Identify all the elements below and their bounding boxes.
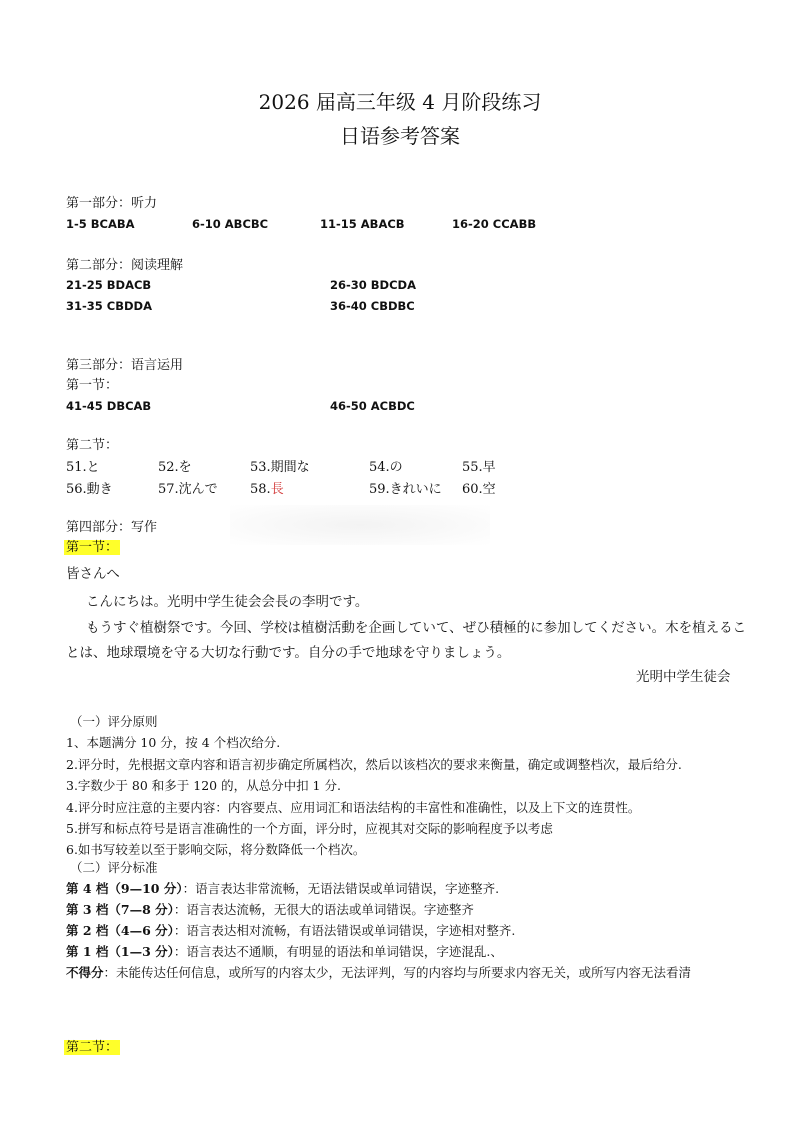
part3-section1-heading: 第一节： xyxy=(66,378,119,393)
part4-section2-label xyxy=(64,1041,120,1054)
highlighted-label: 第一节： xyxy=(66,540,119,555)
part3-answer: 46-50 ACBDC xyxy=(330,399,415,413)
standard-level-label: 第 2 档（4—6 分） xyxy=(66,923,174,938)
letter-paragraph: もうすぐ植樹祭です。今回、学校は植樹活動を企画していて、ぜひ積極的に参加してください。木を植えるこ xyxy=(86,620,747,636)
fill-answer: 55.早 xyxy=(462,460,496,475)
part2-answer: 21-25 BDACB xyxy=(66,278,152,292)
principle-item: 3.字数少于 80 和多于 120 的，从总分中扣 1 分. xyxy=(66,778,341,793)
fill-answer: 59.きれいに xyxy=(369,482,442,497)
fill-answer: 56.動き xyxy=(66,482,113,497)
part3-section2-heading: 第二节： xyxy=(66,438,119,453)
part4-section1-label xyxy=(64,541,120,554)
standard-level-text: ：未能传达任何信息，或所写的内容太少，无法评判，写的内容均与所要求内容无关，或所写内容无法看清 xyxy=(103,965,692,980)
part1-answer: 16-20 CCABB xyxy=(452,217,537,231)
standard-level-label: 不得分 xyxy=(66,965,104,980)
standard-level-label: 第 4 档（9—10 分） xyxy=(66,881,183,896)
part1-heading: 第一部分：听力 xyxy=(66,196,158,211)
standard-level xyxy=(66,883,499,896)
fill-answer: 57.沈んで xyxy=(158,482,218,497)
fill-answer-red: 長 xyxy=(270,482,284,497)
exam-title: 2026 届高三年级 4 月阶段练习 xyxy=(258,90,542,114)
standard-level-text: ：语言表达流畅，无很大的语法或单词错误。字迹整齐 xyxy=(173,902,474,917)
principle-item: 6.如书写较差以至于影响交际，将分数降低一个档次。 xyxy=(66,842,366,857)
fill-answer: 54.の xyxy=(369,460,403,475)
part1-answer: 11-15 ABACB xyxy=(320,217,405,231)
fill-answer: 52.を xyxy=(158,460,192,475)
exam-subtitle: 日语参考答案 xyxy=(340,124,460,148)
letter-paragraph: こんにちは。光明中学生徒会会長の李明です。 xyxy=(86,594,369,610)
part2-heading: 第二部分：阅读理解 xyxy=(66,258,184,273)
fill-answer: 53.期間な xyxy=(250,460,310,475)
standard-level xyxy=(66,967,691,980)
principle-item: 4.评分时应注意的主要内容：内容要点、应用词汇和语法结构的丰富性和准确性，以及上下文的连贯性。 xyxy=(66,800,641,815)
standard-level xyxy=(66,904,474,917)
letter-paragraph: とは、地球環境を守る大切な行動です。自分の手で地球を守りましょう。 xyxy=(66,645,511,661)
standard-level xyxy=(66,925,515,938)
part1-answer: 1-5 BCABA xyxy=(66,217,135,231)
part2-answer: 31-35 CBDDA xyxy=(66,299,152,313)
standards-heading: （二）评分标准 xyxy=(70,860,158,875)
part3-answer: 41-45 DBCAB xyxy=(66,399,152,413)
part2-answer: 26-30 BDCDA xyxy=(330,278,416,292)
standard-level-text: ：语言表达不通顺，有明显的语法和单词错误，字迹混乱.、 xyxy=(173,944,503,959)
principle-item: 2.评分时，先根据文章内容和语言初步确定所属档次，然后以该档次的要求来衡量，确定或调整档次，最后给分. xyxy=(66,757,682,772)
highlighted-label: 第二节： xyxy=(66,1040,119,1055)
fill-answer: 51.と xyxy=(66,460,100,475)
scan-smudge xyxy=(230,505,490,545)
fill-answer: 60.空 xyxy=(462,482,496,497)
standard-level-label: 第 3 档（7—8 分） xyxy=(66,902,174,917)
standard-level-text: ：语言表达非常流畅，无语法错误或单词错误，字迹整齐. xyxy=(182,881,500,896)
letter-salutation: 皆さんへ xyxy=(66,566,120,582)
standard-level-label: 第 1 档（1—3 分） xyxy=(66,944,174,959)
fill-answer-number: 58. xyxy=(250,482,271,497)
fill-answer xyxy=(250,483,284,496)
part4-heading: 第四部分：写作 xyxy=(66,520,158,535)
standard-level xyxy=(66,946,503,959)
principles-heading: （一）评分原则 xyxy=(70,714,158,729)
principle-item: 1、本题满分 10 分，按 4 个档次给分. xyxy=(66,735,281,750)
letter-signature: 光明中学生徒会 xyxy=(636,669,731,685)
part3-heading: 第三部分：语言运用 xyxy=(66,358,184,373)
standard-level-text: ：语言表达相对流畅，有语法错误或单词错误，字迹相对整齐. xyxy=(173,923,516,938)
part1-answer: 6-10 ABCBC xyxy=(192,217,269,231)
principle-item: 5.拼写和标点符号是语言准确性的一个方面，评分时，应视其对交际的影响程度予以考虑 xyxy=(66,821,553,836)
part2-answer: 36-40 CBDBC xyxy=(330,299,415,313)
